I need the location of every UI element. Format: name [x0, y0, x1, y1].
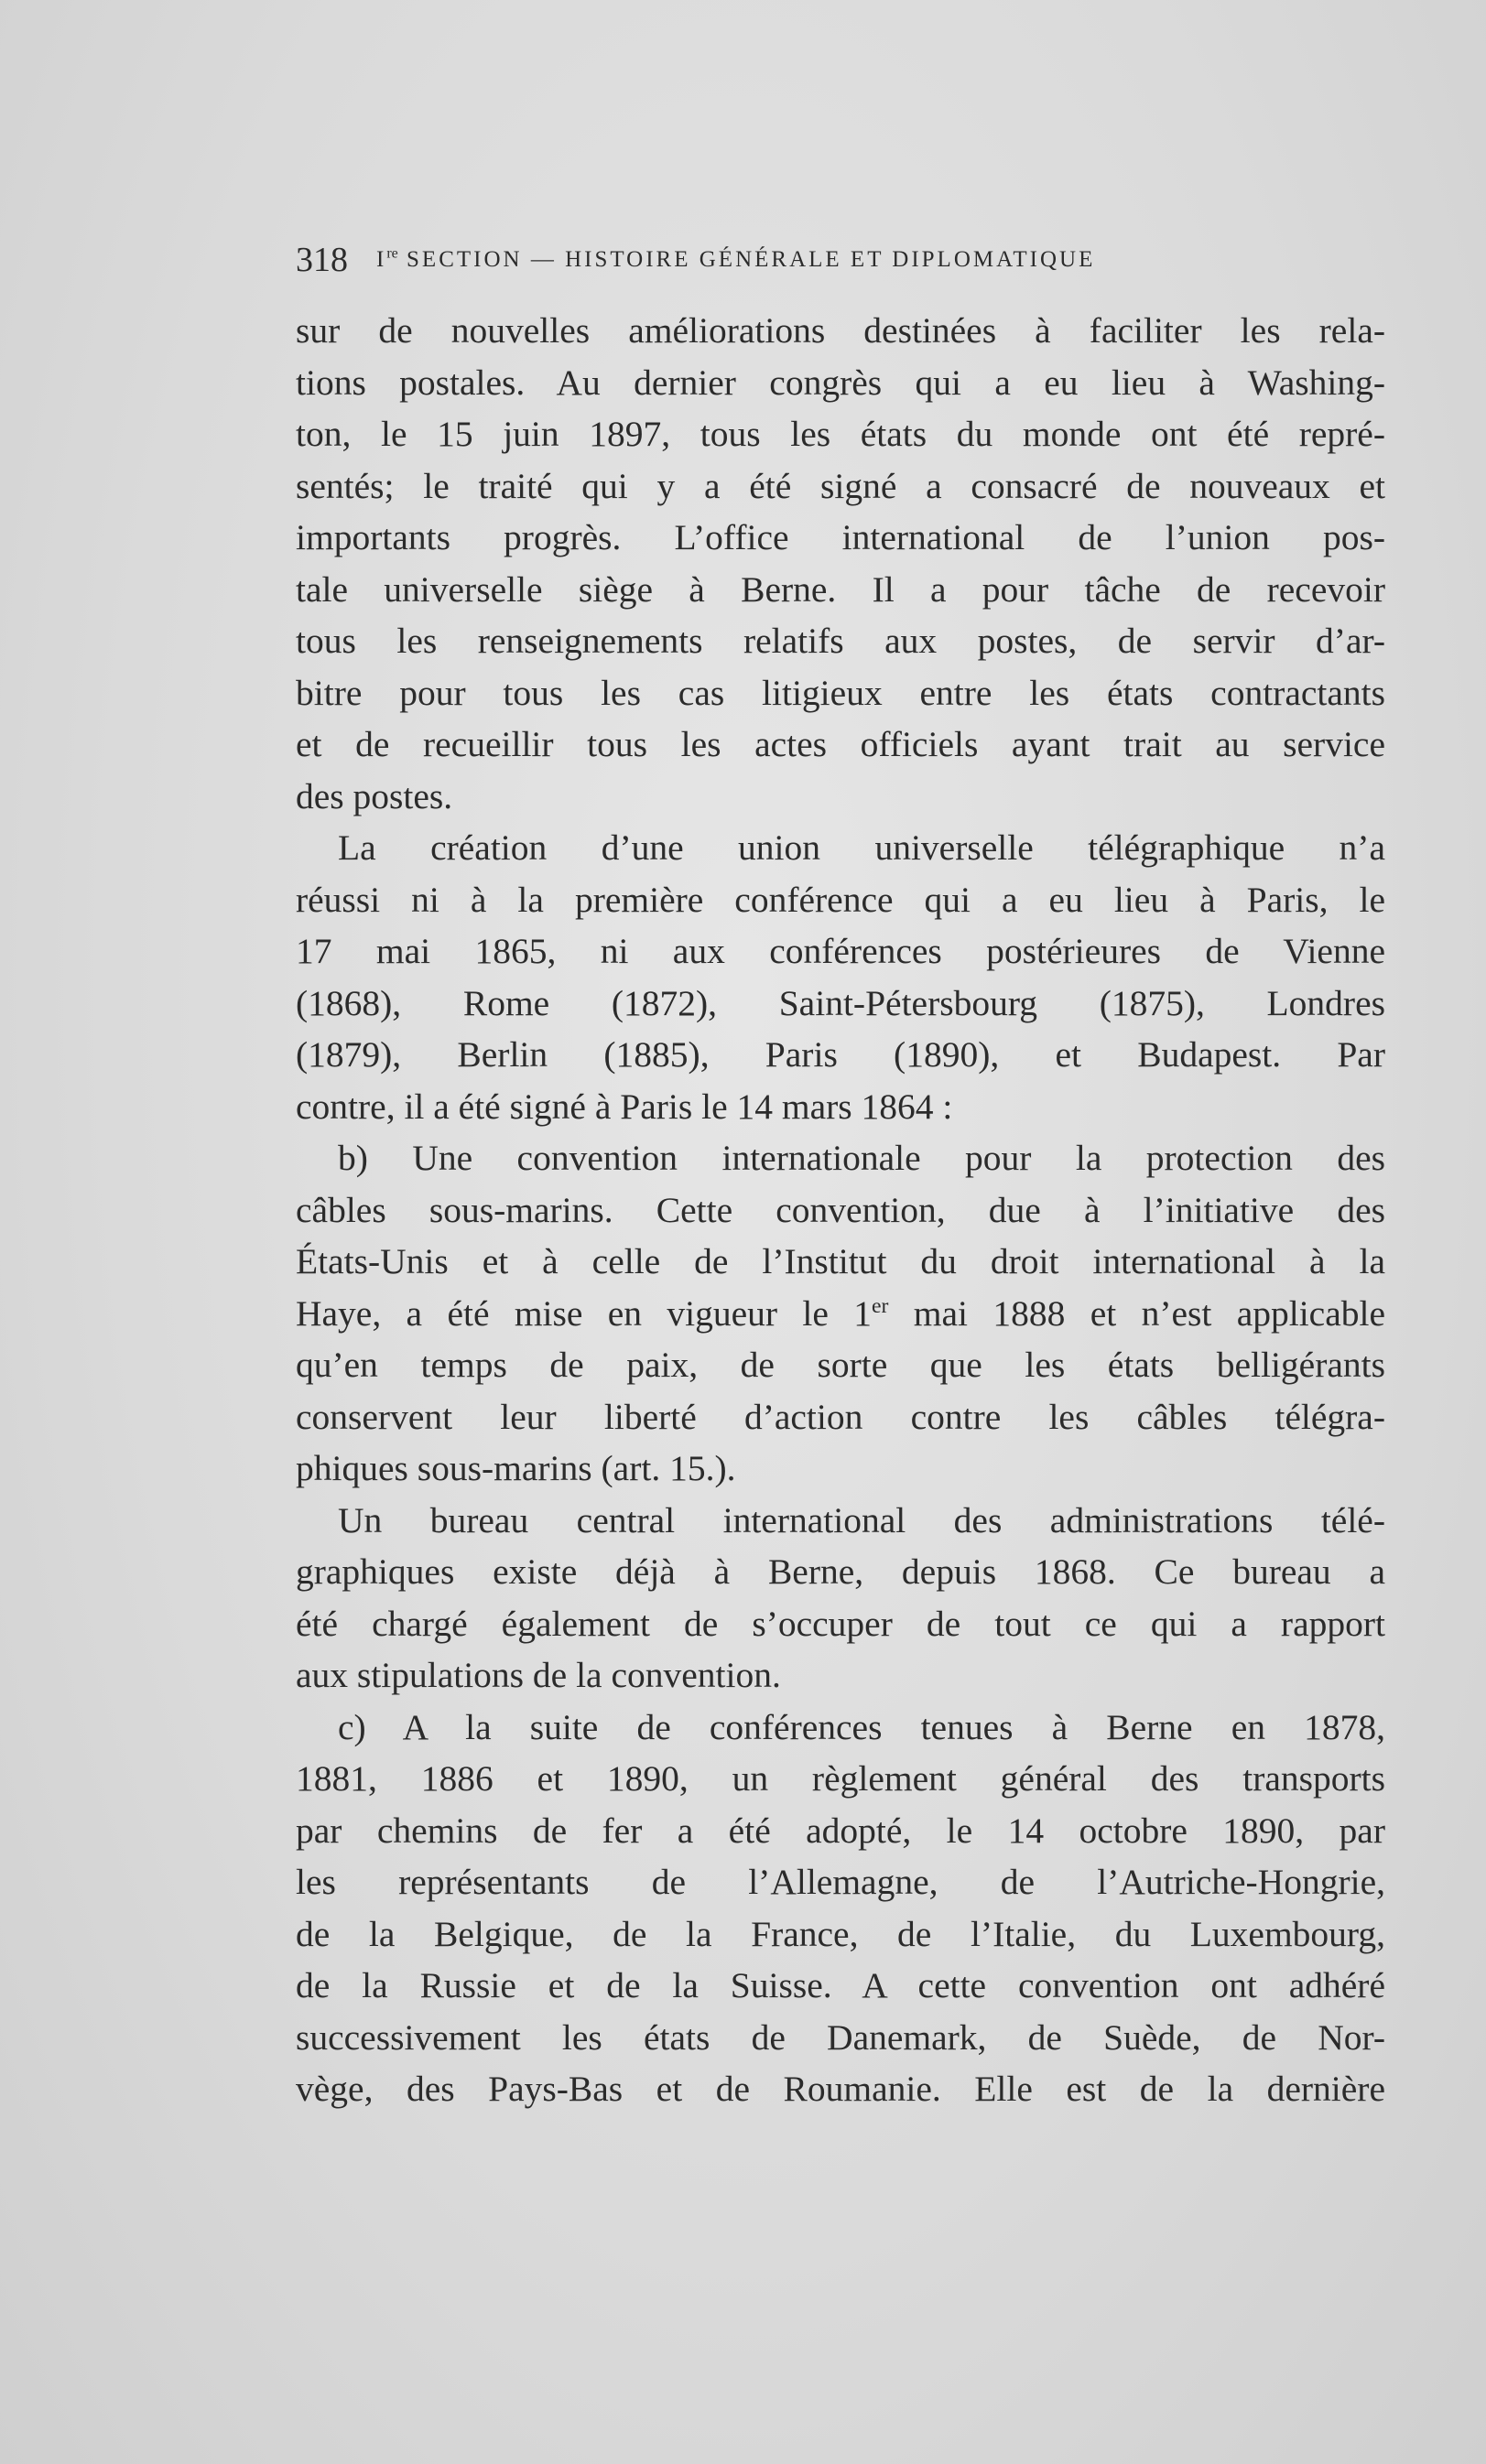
- text-line-content: qu’en temps de paix, de sorte que les états belligérants: [296, 1345, 1385, 1385]
- text-line-content: et de recueillir tous les actes officiels ayant trait au service: [296, 724, 1385, 764]
- text-line-content: tale universelle siège à Berne. Il a pour tâche de recevoir: [296, 568, 1385, 610]
- running-head: [376, 247, 1095, 273]
- text-line: [296, 1081, 1385, 1133]
- text-line-content: tous les renseignements relatifs aux postes, de servir d’ar-: [296, 621, 1385, 661]
- text-line-content: contre, il a été signé à Paris le 14 mars 1864 :: [296, 1086, 953, 1127]
- text-line: [296, 978, 1385, 1030]
- text-line: [296, 667, 1385, 719]
- section-number-suffix: re: [386, 245, 398, 262]
- text-line-content: La création d’une union universelle télégraphique n’a: [338, 827, 1385, 868]
- text-line: [296, 305, 1385, 357]
- text-line-content: conservent leur liberté d’action contre les câbles télégra-: [296, 1396, 1385, 1437]
- text-line-content: aux stipulations de la convention.: [296, 1655, 781, 1695]
- text-line: [296, 822, 1385, 874]
- text-line: [296, 1546, 1385, 1598]
- page-header: [296, 240, 1222, 286]
- text-line-content: successivement les états de Danemark, de Suède, de Nor-: [296, 2016, 1385, 2058]
- text-line: [296, 1598, 1385, 1650]
- text-line-content: importants progrès. L’office international de l’union pos-: [296, 517, 1385, 557]
- text-line-content: de la Belgique, de la France, de l’Italie, du Luxembourg,: [296, 1913, 1385, 1954]
- text-line: [296, 1339, 1385, 1391]
- text-line: [296, 1391, 1385, 1443]
- text-line-content: ton, le 15 juin 1897, tous les états du monde ont été repré-: [296, 414, 1385, 454]
- text-line: [296, 1132, 1385, 1184]
- text-line: [296, 460, 1385, 513]
- text-line-content: Un bureau central international des administrations télé-: [338, 1499, 1385, 1540]
- text-line: [296, 408, 1385, 460]
- text-line-content: réussi ni à la première conférence qui a eu lieu à Paris, le: [296, 879, 1385, 920]
- text-line: [296, 2063, 1385, 2115]
- text-line-content: b) Une convention internationale pour la protection des: [338, 1138, 1385, 1178]
- text-line-content: (1879), Berlin (1885), Paris (1890), et Budapest. Par: [296, 1034, 1385, 1075]
- text-line: [296, 719, 1385, 771]
- text-line-content: câbles sous-marins. Cette convention, due à l’initiative des: [296, 1189, 1385, 1230]
- text-line-content: tions postales. Au dernier congrès qui a eu lieu à Washing-: [296, 362, 1385, 403]
- text-line-content: vège, des Pays-Bas et de Roumanie. Elle est de la dernière: [296, 2069, 1385, 2109]
- text-line-content: 1881, 1886 et 1890, un règlement général des transports: [296, 1758, 1385, 1799]
- text-line-content: c) A la suite de conférences tenues à Berne en 1878,: [338, 1706, 1385, 1747]
- text-line: [296, 357, 1385, 409]
- text-line: [296, 1702, 1385, 1754]
- text-line: [296, 1908, 1385, 1961]
- text-line: [296, 771, 1385, 823]
- text-line: [296, 1184, 1385, 1237]
- text-line: [296, 874, 1385, 926]
- text-line-content: sentés; le traité qui y a été signé a consacré de nouveaux et: [296, 465, 1385, 506]
- text-line: [296, 1805, 1385, 1857]
- text-line-content: Haye, a été mise en vigueur le 1: [296, 1292, 873, 1334]
- text-line: [296, 615, 1385, 667]
- text-line: [296, 2012, 1385, 2064]
- text-line-content: de la Russie et de la Suisse. A cette convention ont adhéré: [296, 1965, 1385, 2005]
- text-line-content: bitre pour tous les cas litigieux entre les états contractants: [296, 672, 1385, 713]
- text-line: [296, 1495, 1385, 1547]
- text-line-content: États-Unis et à celle de l’Institut du droit international à la: [296, 1241, 1385, 1281]
- text-line: [296, 1236, 1385, 1288]
- text-line: [296, 1029, 1385, 1081]
- text-line: [296, 1753, 1385, 1805]
- text-line-content: les représentants de l’Allemagne, de l’Autriche-Hongrie,: [296, 1862, 1385, 1902]
- text-line: [296, 1649, 1385, 1702]
- text-line: [296, 1856, 1385, 1908]
- text-line-content: par chemins de fer a été adopté, le 14 octobre 1890, par: [296, 1810, 1385, 1851]
- text-line-content: (1868), Rome (1872), Saint-Pétersbourg (1875), Londres: [296, 982, 1385, 1023]
- text-line-content: phiques sous-marins (art. 15.).: [296, 1448, 736, 1488]
- text-line-content: des postes.: [296, 775, 453, 816]
- text-line: [296, 1288, 1385, 1340]
- text-line-continuation: mai 1888 et n’est applicable: [888, 1292, 1385, 1334]
- text-line-content: sur de nouvelles améliorations destinées à faciliter les rela-: [296, 310, 1385, 351]
- body-text: [296, 305, 1385, 2115]
- section-number: I: [376, 247, 387, 272]
- text-line: [296, 512, 1385, 564]
- text-line-content: 17 mai 1865, ni aux conférences postérieures de Vienne: [296, 931, 1385, 971]
- superscript: er: [872, 1293, 889, 1318]
- section-title: SECTION — HISTOIRE GÉNÉRALE ET DIPLOMATIQUE: [397, 247, 1096, 272]
- text-line-content: graphiques existe déjà à Berne, depuis 1868. Ce bureau a: [296, 1551, 1385, 1592]
- text-line: [296, 925, 1385, 978]
- text-line: [296, 1960, 1385, 2012]
- text-line: [296, 564, 1385, 616]
- text-line-content: été chargé également de s’occuper de tout ce qui a rapport: [296, 1603, 1385, 1644]
- text-line: [296, 1443, 1385, 1495]
- page-number: 318: [296, 241, 348, 279]
